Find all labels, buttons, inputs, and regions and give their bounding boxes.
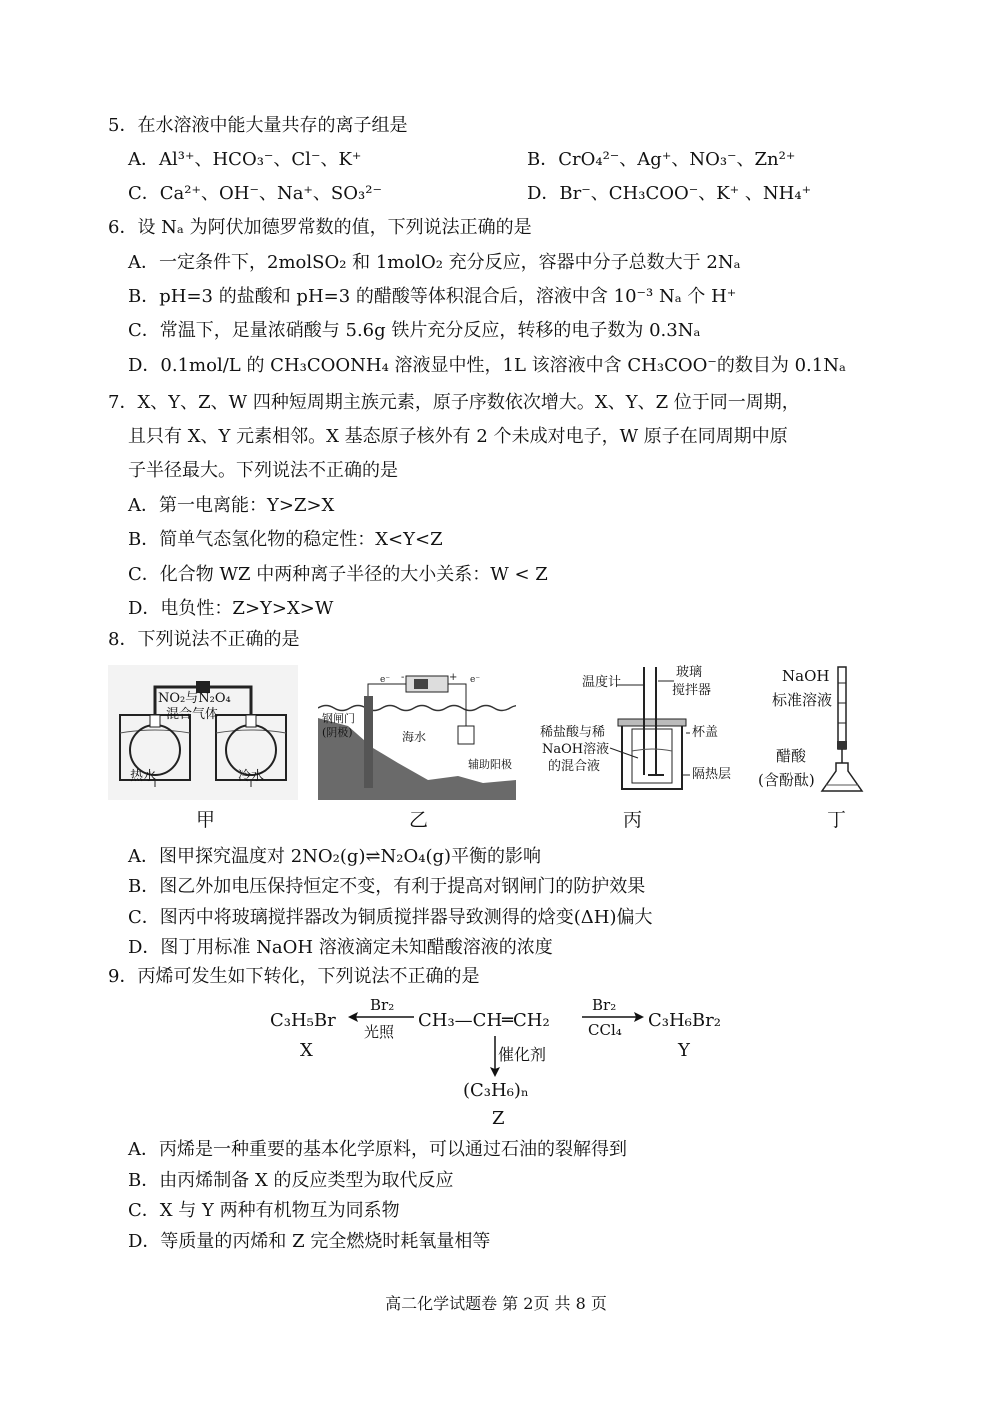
figure-bing-thermometer: 温度计 <box>582 675 622 690</box>
scheme-right-condition: CCl₄ <box>588 1021 622 1039</box>
scheme-down-condition: 催化剂 <box>498 1045 547 1064</box>
figure-ding-caption: 丁 <box>827 809 847 831</box>
q6-option-b: B．pH=3 的盐酸和 pH=3 的醋酸等体积混合后，溶液中含 10⁻³ Nₐ 个 H⁺ <box>128 286 737 307</box>
q7-option-b: B．简单气态氢化物的稳定性：X<Y<Z <box>128 529 443 550</box>
svg-text:e⁻: e⁻ <box>470 675 481 685</box>
q5-option-d: D．Br⁻、CH₃COO⁻、K⁺ 、NH₄⁺ <box>527 183 812 204</box>
scheme-left-arrow <box>346 1010 416 1024</box>
svg-text:+: + <box>449 672 458 683</box>
figure-ding <box>752 663 882 798</box>
q6-stem: 6．设 Nₐ 为阿伏加德罗常数的值，下列说法正确的是 <box>108 217 532 238</box>
svg-text:e⁻: e⁻ <box>380 675 391 685</box>
q6-option-d: D．0.1mol/L 的 CH₃COONH₄ 溶液显中性，1L 该溶液中含 CH₃COO⁻的数目为 0.1Nₐ <box>128 355 846 376</box>
q9-option-b: B．由丙烯制备 X 的反应类型为取代反应 <box>128 1170 454 1191</box>
q8-option-b: B．图乙外加电压保持恒定不变，有利于提高对钢闸门的防护效果 <box>128 876 646 897</box>
figure-jia-caption: 甲 <box>196 809 216 831</box>
figure-bing-insulation: 隔热层 <box>692 767 732 782</box>
figure-bing-caption: 丙 <box>623 809 643 831</box>
page-footer: 高二化学试题卷 第 2页 共 8 页 <box>385 1294 607 1313</box>
figure-ding-acid: 醋酸 <box>776 747 807 765</box>
q5-option-b: B．CrO₄²⁻、Ag⁺、NO₃⁻、Zn²⁺ <box>527 149 796 170</box>
q7-option-a: A．第一电离能：Y>Z>X <box>128 495 335 516</box>
scheme-x-label: X <box>300 1040 313 1061</box>
scheme-propene: CH₃—CH═CH₂ <box>418 1010 550 1031</box>
q8-stem: 8．下列说法不正确的是 <box>108 629 300 650</box>
figure-yi-anode-label: 辅助阳极 <box>468 758 512 771</box>
q6-option-a: A．一定条件下，2molSO₂ 和 1molO₂ 充分反应，容器中分子总数大于 2Nₐ <box>128 252 741 273</box>
q5-option-c: C．Ca²⁺、OH⁻、Na⁺、SO₃²⁻ <box>128 183 382 204</box>
figure-bing-stirrer1: 玻璃 <box>676 665 703 680</box>
figure-bing-mix1: 稀盐酸与稀 <box>540 725 606 740</box>
svg-text:-: - <box>401 672 405 683</box>
scheme-left-condition: 光照 <box>364 1023 395 1041</box>
figure-jia-hot-water: 热水 <box>130 769 157 784</box>
q8-option-c: C．图丙中将玻璃搅拌器改为铜质搅拌器导致测得的焓变(ΔH)偏大 <box>128 907 653 928</box>
figure-bing-mix3: 的混合液 <box>548 759 601 774</box>
scheme-y-label: Y <box>678 1040 690 1061</box>
q9-stem: 9．丙烯可发生如下转化，下列说法不正确的是 <box>108 966 480 987</box>
figure-jia-gas-label2: 混合气体 <box>166 707 219 722</box>
figure-yi-cathode-label: (阴极) <box>322 726 353 739</box>
figure-ding-indicator: (含酚酞) <box>758 771 815 789</box>
figure-ding-naoh: NaOH <box>782 667 830 685</box>
scheme-left-reagent: Br₂ <box>370 996 395 1014</box>
scheme-y-formula: C₃H₆Br₂ <box>648 1010 721 1031</box>
q9-option-a: A．丙烯是一种重要的基本化学原料，可以通过石油的裂解得到 <box>128 1139 627 1160</box>
figure-yi-caption: 乙 <box>409 809 429 831</box>
q9-option-d: D．等质量的丙烯和 Z 完全燃烧时耗氧量相等 <box>128 1231 491 1252</box>
figure-jia <box>108 665 298 800</box>
q8-option-d: D．图丁用标准 NaOH 溶液滴定未知醋酸溶液的浓度 <box>128 937 553 958</box>
figure-bing <box>540 663 730 798</box>
scheme-x-formula: C₃H₅Br <box>270 1010 336 1031</box>
scheme-right-arrow <box>580 1010 646 1024</box>
figure-ding-standard: 标准溶液 <box>772 691 833 709</box>
q7-stem-line3: 子半径最大。下列说法不正确的是 <box>128 460 398 481</box>
q7-stem-line1: 7．X、Y、Z、W 四种短周期主族元素，原子序数依次增大。X、Y、Z 位于同一周期， <box>108 392 800 413</box>
figure-bing-lid: 杯盖 <box>692 725 719 740</box>
scheme-z-label: Z <box>492 1108 505 1129</box>
q8-option-a: A．图甲探究温度对 2NO₂(g)⇌N₂O₄(g)平衡的影响 <box>128 846 542 867</box>
figure-bing-mix2: NaOH溶液 <box>542 742 610 757</box>
figure-jia-cold-water: 冷水 <box>238 769 265 784</box>
scheme-z-formula: (C₃H₆)ₙ <box>463 1080 529 1101</box>
q5-option-a: A．Al³⁺、HCO₃⁻、Cl⁻、K⁺ <box>128 149 362 170</box>
q7-stem-line2: 且只有 X、Y 元素相邻。X 基态原子核外有 2 个未成对电子，W 原子在同周期中原 <box>128 426 788 447</box>
figure-yi-sea-label: 海水 <box>402 730 427 744</box>
q6-option-c: C．常温下，足量浓硝酸与 5.6g 铁片充分反应，转移的电子数为 0.3Nₐ <box>128 320 701 341</box>
figure-yi-gate-label: 钢闸门 <box>322 712 355 725</box>
figure-jia-gas-label: NO₂与N₂O₄ <box>158 691 231 706</box>
q7-option-c: C．化合物 WZ 中两种离子半径的大小关系：W < Z <box>128 564 548 585</box>
q7-option-d: D．电负性：Z>Y>X>W <box>128 598 334 619</box>
figure-bing-stirrer2: 搅拌器 <box>672 683 712 698</box>
scheme-right-reagent: Br₂ <box>592 996 617 1014</box>
q9-option-c: C．X 与 Y 两种有机物互为同系物 <box>128 1200 400 1221</box>
q5-stem: 5．在水溶液中能大量共存的离子组是 <box>108 115 408 136</box>
figure-yi <box>318 668 516 800</box>
